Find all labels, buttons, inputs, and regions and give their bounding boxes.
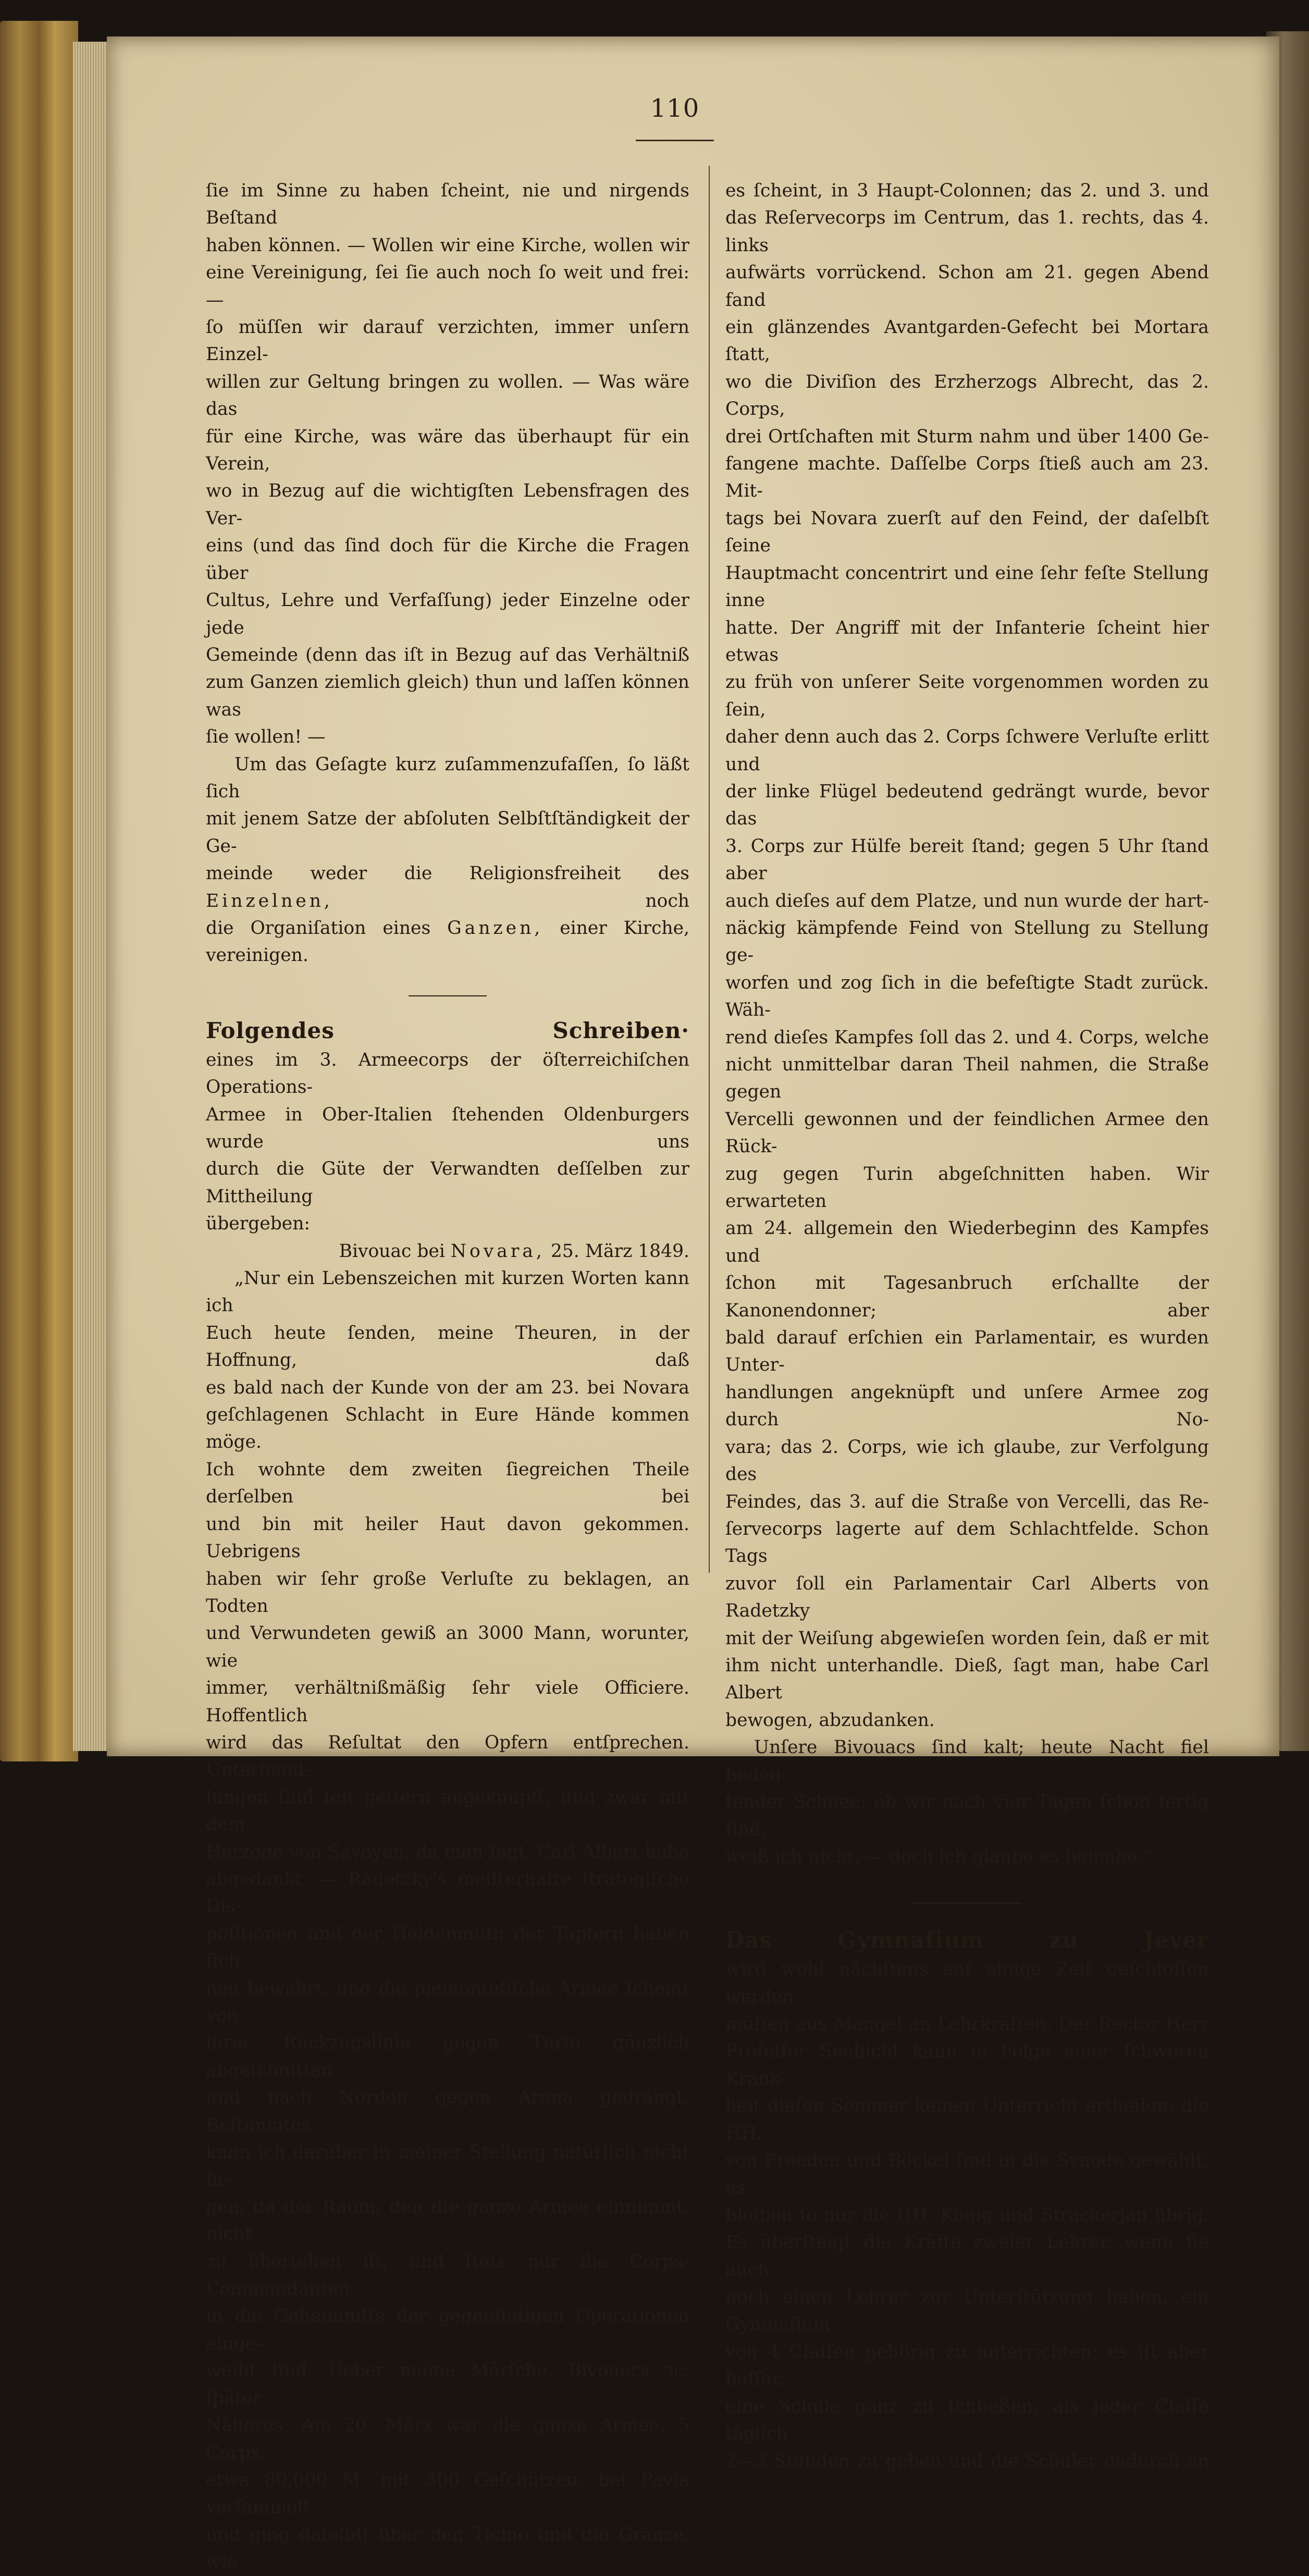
book-binding — [0, 21, 78, 1761]
letter-continued — [725, 177, 1209, 1734]
text-line: mit der Weiſung abgewieſen worden ſein, daß er mit — [725, 1628, 1209, 1649]
text-line: hatte. Der Angriff mit der Infanterie ſcheint hier etwas — [725, 617, 1209, 665]
text-line: poſitionen und der Heldenmuth der Tapfern haben ſich — [206, 1923, 689, 1972]
text-line: Hauptmacht concentrirt und eine ſehr feſte Stellung inne — [725, 562, 1209, 611]
text-line: 2—3 Stunden zu geben und die Schüler dadurch an — [725, 2450, 1209, 2472]
dateline-prefix: Bivouac bei — [339, 1240, 445, 1262]
text-line — [206, 860, 689, 915]
text-line: zu überſehen iſt, und ſtets nur die Corps-Commandanten — [206, 2251, 689, 2300]
text-line: Näheres. Am 20. März war die ganze Armee, 5 Corps, — [206, 2415, 689, 2463]
text-line: zuvor ſoll ein Parlamentair Carl Alberts von Radetzky — [725, 1573, 1209, 1622]
text-line: und ging daſelbſt über den Ticino und die Gränze, wie — [206, 2524, 689, 2573]
text-line: bewogen, abzudanken. — [725, 1709, 935, 1731]
left-column — [206, 177, 689, 2576]
text-line: ſervecorps lagerte auf dem Schlachtfelde. Schon Tags — [725, 1518, 1209, 1567]
gymnasium-paragraph — [725, 1956, 1209, 2475]
text-line: haben wir ſehr große Verluſte zu beklagen, an Todten — [206, 1568, 689, 1617]
text-line: von Freeden und Böckel ſind in die Synode gewählt; es — [725, 2150, 1209, 2199]
text-line: es bald nach der Kunde von der am 23. bei Novara — [206, 1377, 689, 1398]
text-line: Feindes, das 3. auf die Straße von Vercelli, das Re- — [725, 1491, 1209, 1512]
text-line: tags bei Novara zuerſt auf den Feind, der daſelbſt ſeine — [725, 508, 1209, 557]
text-line: immer, verhältnißmäßig ſehr viele Officiere. Hoffentlich — [206, 1678, 689, 1726]
text-line: daher denn auch das 2. Corps ſchwere Verluſte erlitt und — [725, 726, 1209, 775]
text-line: neu bewährt, und die piemonteſiſche Armee ſcheint von — [206, 1978, 689, 2026]
text-line: fangene machte. Daſſelbe Corps ſtieß auch am 23. Mit- — [725, 453, 1209, 502]
text-line: abgedankt. — Radetzky's meiſterhafte ſtrategiſche Dis- — [206, 1868, 689, 1917]
text-line: es ſcheint, in 3 Haupt-Colonnen; das 2. und 3. und — [725, 180, 1209, 201]
emphasis-ganzen: Ganzen, — [447, 917, 544, 939]
intro-paragraph — [206, 177, 689, 751]
text-line: von 4 Claſſen gehörig zu unterrichten; es iſt aber beſſer, — [725, 2341, 1209, 2390]
text-line: auch dieſes auf dem Platze, und nun wurde der hart- — [725, 890, 1209, 911]
text-line: 3. Corps zur Hülfe bereit ſtand; gegen 5 Uhr ſtand aber — [725, 835, 1209, 884]
text-line: vara; das 2. Corps, wie ich glaube, zur Verfolgung des — [725, 1436, 1209, 1485]
text-line: ihrer Rückzugslinie gegen Turin gänzlich abgeſchnitten — [206, 2032, 689, 2081]
text-line: Armee in Ober-Italien ſtehenden Oldenburgers wurde uns — [206, 1104, 689, 1152]
text-line: bald darauf erſchien ein Parlamentair, es wurden Unter- — [725, 1327, 1209, 1376]
text-line: handlungen angeknüpft und unſere Armee zog durch No- — [725, 1382, 1209, 1431]
text-line: Profeſſor Seebicht kann in Folge einer ſchweren Krank- — [725, 2041, 1209, 2089]
text-line: ſie im Sinne zu haben ſcheint, nie und nirgends Beſtand — [206, 180, 689, 229]
text-line: müſſen aus Mangel an Lehrkräften. Der Rector Herr — [725, 2014, 1209, 2035]
text-line: Unſere Bivouacs ſind kalt; heute Nacht fiel bedeu- — [725, 1737, 1209, 1785]
text-line: wird wohl nächſtens auf einige Zeit geſchloſſen werden — [725, 1959, 1209, 2007]
text-line: Um das Geſagte kurz zuſammenzufaſſen, ſo läßt ſich — [206, 754, 689, 802]
page-number: 110 — [650, 94, 700, 123]
text-line: mit jenem Satze der abſoluten Selbſtſtändigkeit der Ge- — [206, 808, 689, 857]
text-line: tender Schnee; ob wir nach vier Tagen ſchon fertig ſind, — [725, 1791, 1209, 1840]
text-span: einer Kirche, vereinigen. — [206, 917, 690, 966]
text-line: eine Vereinigung, ſei ſie auch noch ſo weit und frei: — — [206, 262, 689, 311]
text-line: bleiben ſo nur die HH. König und Strackerjan übrig. — [725, 2204, 1209, 2226]
text-line: geſchlagenen Schlacht in Eure Hände kommen möge. — [206, 1404, 689, 1453]
text-span: noch — [645, 890, 689, 911]
section-rule — [912, 1903, 1022, 1904]
text-line: und Verwundeten gewiß an 3000 Mann, worunter, wie — [206, 1623, 689, 1671]
text-line: rend dieſes Kampfes ſoll das 2. und 4. Corps, welche — [725, 1027, 1209, 1048]
text-line: worfen und zog ſich in die befeſtigte Stadt zurück. Wäh- — [725, 972, 1209, 1021]
text-line: wird das Reſultat den Opfern entſprechen. Unterhand- — [206, 1732, 689, 1781]
section-heading: Das Gymnaſium zu Jever — [725, 1927, 1209, 1953]
text-line: am 24. allgemein den Wiederbeginn des Kampfes und — [725, 1218, 1209, 1266]
text-line: für eine Kirche, was wäre das überhaupt für ein Verein, — [206, 426, 689, 475]
text-line: und nach Norden gegen Arona gedrängt. Beſtimmtes — [206, 2087, 689, 2136]
right-column — [725, 177, 1209, 2475]
text-line: zu früh von unſerer Seite vorgenommen worden zu ſein, — [725, 672, 1209, 720]
text-line: Herzoge von Savoyen, da man ſagt, Carl Albert habe — [206, 1841, 689, 1863]
header-rule — [636, 140, 714, 141]
text-line: lungen ſind ſeit geſtern angeknüpft, und zwar mit dem — [206, 1786, 689, 1835]
letter-body — [206, 1265, 689, 2576]
text-line: drei Ortſchaften mit Sturm nahm und über 1400 Ge- — [725, 426, 1209, 447]
dateline-place: Novara, — [450, 1240, 545, 1262]
text-line: eines im 3. Armeecorps der öſterreichiſchen Operations- — [206, 1049, 689, 1098]
text-line: übergeben: — [206, 1213, 311, 1235]
column-divider — [709, 166, 710, 1573]
text-line: nicht unmittelbar daran Theil nahmen, die Straße gegen — [725, 1054, 1209, 1103]
text-line: weiht ſind. Ueber meine Märſche, Bivouacs ꝛc. ſpäter — [206, 2360, 689, 2409]
text-line: zum Ganzen ziemlich gleich) thun und laſſen können was — [206, 672, 689, 720]
text-line: und bin mit heiler Haut davon gekommen. Uebrigens — [206, 1513, 689, 1562]
text-line: gen, da der Raum, den die ganze Armee einnimmt, nicht — [206, 2196, 689, 2245]
text-line: durch die Güte der Verwandten deſſelben zur Mittheilung — [206, 1158, 689, 1207]
text-line: haben können. — Wollen wir eine Kirche, wollen wir — [206, 235, 689, 256]
emphasis-einzelnen: Einzelnen, — [206, 890, 333, 911]
text-line: wo in Bezug auf die wichtigſten Lebensfragen des Ver- — [206, 480, 689, 529]
section-heading — [206, 1015, 689, 1046]
text-line: etwa 80,000 M. mit 300 Geſchützen, bei Pavia verſammelt — [206, 2469, 689, 2518]
heading-mark: · — [681, 1017, 689, 1043]
text-line: Euch heute ſenden, meine Theuren, in der Hoffnung, daß — [206, 1322, 689, 1371]
text-line: ſie wollen! — — [206, 726, 326, 748]
text-line — [206, 915, 689, 969]
text-line: der linke Flügel bedeutend gedrängt wurde, bevor das — [725, 781, 1209, 830]
text-line: zug gegen Turin abgeſchnitten haben. Wir erwarteten — [725, 1163, 1209, 1212]
letter-intro — [206, 1046, 689, 1238]
text-line: eins (und das ſind doch für die Kirche die Fragen über — [206, 535, 689, 584]
text-line: ſchon mit Tagesanbruch erſchallte der Kanonendonner; aber — [725, 1273, 1209, 1321]
text-span: die Organiſation eines — [206, 917, 431, 939]
text-line: Es überſteigt die Kräfte zweier Lehrer, wenn ſie auch — [725, 2232, 1209, 2281]
text-line: ihm nicht unterhandle. Dieß, ſagt man, habe Carl Albert — [725, 1655, 1209, 1704]
dateline — [206, 1238, 689, 1265]
dateline-date: 25. März 1849. — [550, 1240, 689, 1262]
text-line: willen zur Geltung bringen zu wollen. — Was wäre das — [206, 371, 689, 420]
text-line: weiß ich nicht, — doch ich glaube es beinahe.“ — [725, 1846, 1153, 1867]
text-line: kann ich darüber in meiner Stellung natürlich nicht ſa- — [206, 2142, 689, 2190]
text-line: Gemeinde (denn das iſt in Bezug auf das Verhältniß — [206, 644, 689, 665]
heading-text: Folgendes Schreiben — [206, 1017, 682, 1043]
text-line: Vercelli gewonnen und der feindlichen Armee den Rück- — [725, 1108, 1209, 1157]
text-line: näckig kämpfende Feind von Stellung zu Stellung ge- — [725, 917, 1209, 966]
summary-paragraph — [206, 751, 689, 969]
text-line: noch einen Lehrer zur Unterſtützung haben, ein Gymnaſium — [725, 2287, 1209, 2335]
closing-paragraph — [725, 1734, 1209, 1870]
text-span: meinde weder die Religionsfreiheit des — [206, 863, 689, 884]
text-line: wo die Diviſion des Erzherzogs Albrecht, das 2. Corps, — [725, 371, 1209, 420]
text-line: das Reſervecorps im Centrum, das 1. rechts, das 4. links — [725, 207, 1209, 256]
text-line: Ich wohnte dem zweiten ſiegreichen Theile derſelben bei — [206, 1459, 689, 1508]
text-line: aufwärts vorrückend. Schon am 21. gegen Abend fand — [725, 262, 1209, 311]
text-line: eine Schule ganz zu ſchließen, als jeder Claſſe täglich — [725, 2396, 1209, 2445]
text-line: „Nur ein Lebenszeichen mit kurzen Worten kann ich — [206, 1268, 689, 1316]
text-line: Cultus, Lehre und Verfaſſung) jeder Einzelne oder jede — [206, 590, 689, 638]
text-line: in die Geheimniſſe der gegenſeitigen Operationen einge- — [206, 2306, 689, 2354]
page-edges — [73, 42, 112, 1751]
section-rule — [409, 995, 487, 996]
text-line: ſo müſſen wir darauf verzichten, immer unſern Einzel- — [206, 317, 689, 365]
text-line: heit dieſen Sommer keinen Unterricht ertheilen; die HH. — [725, 2096, 1209, 2144]
text-line: ein glänzendes Avantgarden-Gefecht bei Mortara ſtatt, — [725, 317, 1209, 365]
